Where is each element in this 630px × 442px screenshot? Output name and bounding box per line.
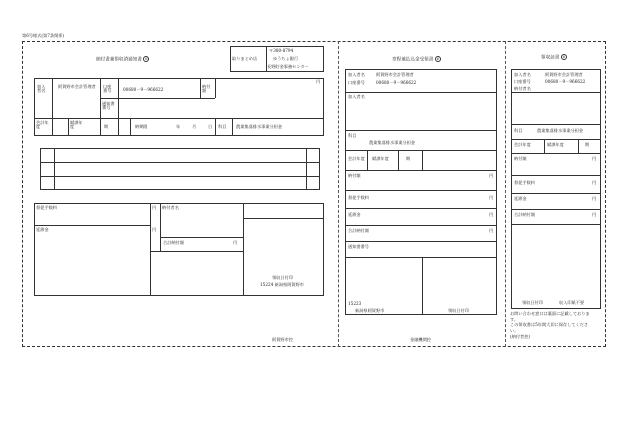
p2-surcharge-label: 督促手数料 [348, 195, 369, 200]
p1-subject-label: 科目 [218, 124, 227, 129]
part3-box [511, 69, 601, 309]
p2-total-label: 合計納付額 [348, 228, 369, 233]
part1-title: 納付書兼領収済通知書 6 [96, 57, 148, 63]
p1-payment-label: 納付額 [202, 84, 211, 94]
part2-box [345, 69, 497, 315]
p3-payer-label: 納付者名 [514, 86, 531, 91]
p2-account-label: 口座番号 [348, 80, 365, 85]
p1-account-value: 00680－9－966622 [123, 87, 164, 92]
p3-subject-label: 科目 [514, 128, 523, 133]
p2-account-value: 00680－9－966622 [376, 80, 417, 85]
p1-surcharge-label: 督促手数料 [36, 205, 57, 210]
p3-joined-name-value: 阿賀野市会計管理者 [545, 72, 583, 77]
p2-tax-year-label: 賦課年度 [372, 156, 389, 161]
p3-acc-year-label: 会計年度 [514, 142, 531, 147]
p2-footer: 金融機関控 [410, 337, 431, 342]
part3-title: 領収証書 6 [541, 55, 565, 61]
p3-stamp-note: 収入印紙不要 [559, 300, 585, 305]
p3-account-value: 00680－9－966622 [545, 79, 586, 84]
p2-acc-year-label: 会計年度 [348, 156, 365, 161]
bank-center: 長野貯金事務センター [267, 64, 309, 69]
p1-joined-name-value: 阿賀野市会計管理者 [58, 84, 96, 89]
p1-acc-year-label: 会計年度 [36, 120, 49, 130]
part1-title-mark: 6 [145, 57, 148, 61]
p3-note: お問い合わせ窓口は裏面に記載しておりま す。 この領収書は5年間大切に保存してくださ い。 (納付者控) [510, 311, 590, 339]
p3-surcharge-label: 督促手数料 [514, 180, 535, 185]
bank-postal: 〒380-8794 [269, 48, 294, 53]
p2-pay-label: 納付額 [348, 173, 361, 178]
p1-footer: 阿賀野市控 [272, 337, 293, 342]
p3-tax-year-label: 賦課年度 [547, 142, 564, 147]
p1-tax-year-label: 賦課年度 [70, 120, 83, 130]
p2-stamp-label: 領収日付印 [448, 308, 469, 313]
ocr-strip [40, 148, 320, 190]
part2-title: 章程兼払込金受領書 6 [392, 57, 439, 63]
p2-city-code: 15223 [348, 301, 362, 306]
p3-subject-value: 農業集落排水事業分担金 [537, 128, 584, 133]
p2-joined-name-value: 阿賀野市会計管理者 [376, 72, 414, 77]
bank-header: 取りまとめ店 [232, 56, 258, 61]
p2-subject-label: 科目 [348, 133, 357, 138]
p1-city-line: 15224 新潟県阿賀野市 [260, 282, 304, 287]
p2-late-fee-label: 延滞金 [348, 212, 361, 217]
perforation-1 [338, 41, 339, 347]
p3-period-label: 期 [585, 142, 590, 147]
perforation-2 [505, 41, 506, 347]
p2-notice-label: 通知書番号 [348, 244, 369, 249]
p1-account-label: 口座番号 [103, 84, 112, 94]
bank-name: ゆうちょ銀行 [273, 56, 299, 61]
part2-title-mark: 6 [436, 57, 439, 61]
part1-yen-top: 円 [316, 79, 321, 84]
p1-notice-label: 通知書番号 [102, 101, 115, 111]
p1-subject-value: 農業集落排水事業分担金 [236, 124, 283, 129]
p2-city-name: 新潟県阿賀野市 [355, 308, 385, 313]
part3-title-mark: 6 [562, 55, 565, 59]
p1-joined-name-label: 加入者名 [37, 84, 46, 94]
p3-pay-label: 納付額 [514, 156, 527, 161]
p1-stamp-label: 領収日付印 [272, 275, 293, 280]
p3-late-fee-label: 延滞金 [514, 196, 527, 201]
p2-name-label: 加入者名 [348, 94, 365, 99]
p3-total-label: 合計納付額 [514, 212, 535, 217]
p2-subject-value: 農業集落排水事業分担金 [369, 140, 416, 145]
p3-stamp-label: 領収日付印 [522, 300, 543, 305]
p1-due-label: 納期限 [135, 124, 148, 129]
p1-total-label: 合計納付額 [163, 240, 184, 245]
p2-period-label: 期 [406, 156, 411, 161]
p1-payer-label: 納付者名 [162, 205, 179, 210]
p3-account-label: 口座番号 [514, 79, 531, 84]
p2-joined-name-label: 加入者名 [348, 72, 365, 77]
p1-period-label: 期 [104, 124, 109, 129]
form-code: 第6号様式(第7条関係) [22, 33, 65, 38]
p1-late-fee-label: 延滞金 [36, 227, 49, 232]
p3-joined-name-label: 加入者名 [514, 72, 531, 77]
